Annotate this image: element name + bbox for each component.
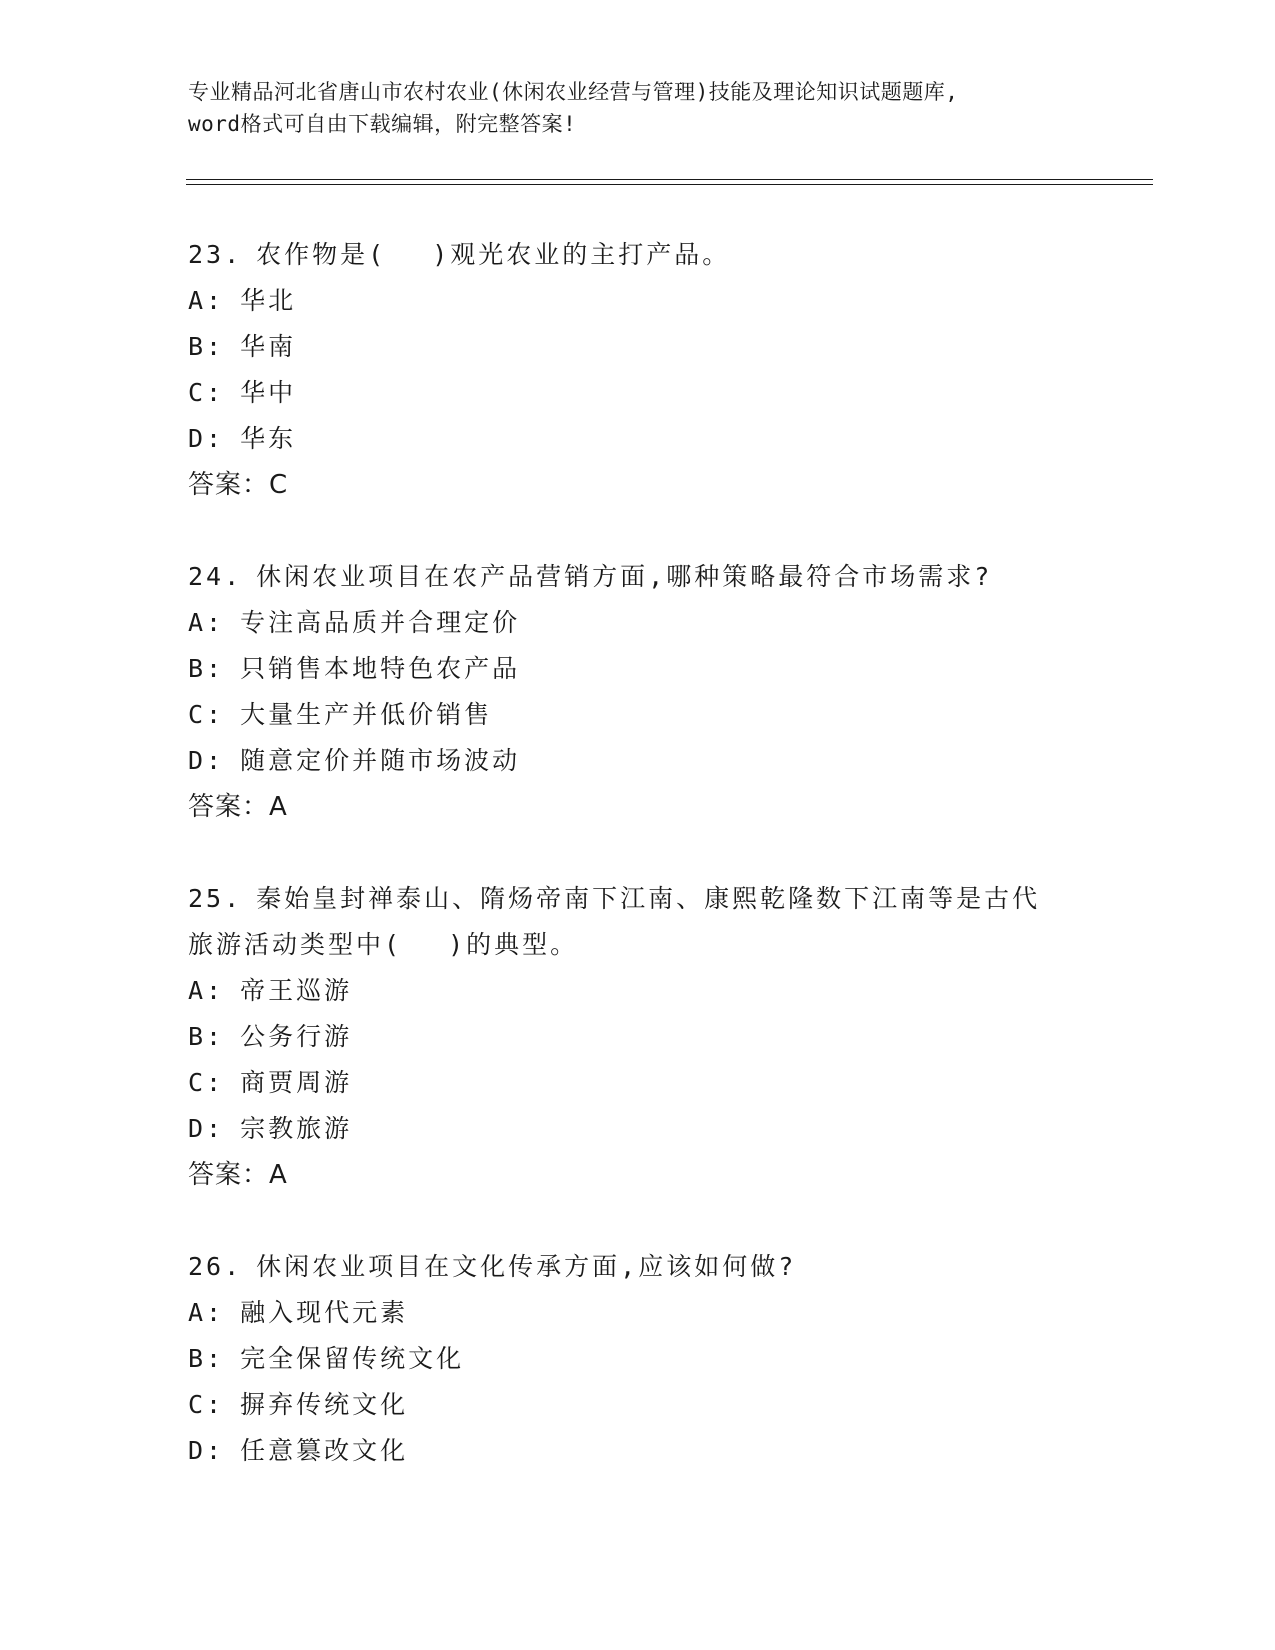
question-stem: 秦始皇封禅泰山、隋炀帝南下江南、康熙乾隆数下江南等是古代 bbox=[256, 884, 1041, 913]
option-text: 华中 bbox=[240, 378, 297, 407]
question-25 bbox=[188, 876, 1088, 1198]
question-26 bbox=[188, 1244, 1088, 1474]
option-text: 随意定价并随市场波动 bbox=[240, 746, 521, 775]
option-text: 完全保留传统文化 bbox=[240, 1344, 465, 1373]
option-a bbox=[188, 600, 1088, 646]
option-text: 华南 bbox=[240, 332, 297, 361]
option-text: 只销售本地特色农产品 bbox=[240, 654, 521, 683]
question-text-continued: 旅游活动类型中( )的典型。 bbox=[188, 930, 579, 959]
option-text: 宗教旅游 bbox=[240, 1114, 353, 1143]
question-24 bbox=[188, 554, 1088, 830]
option-key: C: bbox=[188, 378, 225, 407]
option-key: D: bbox=[188, 746, 225, 775]
option-a bbox=[188, 1290, 1088, 1336]
option-b bbox=[188, 1014, 1088, 1060]
option-text: 帝王巡游 bbox=[240, 976, 353, 1005]
question-stem: 农作物是( )观光农业的主打产品。 bbox=[256, 240, 731, 269]
question-number: 24. bbox=[188, 562, 243, 591]
option-key: C: bbox=[188, 1068, 225, 1097]
option-b bbox=[188, 1336, 1088, 1382]
header-divider-bottom bbox=[186, 184, 1153, 185]
option-a bbox=[188, 968, 1088, 1014]
option-key: D: bbox=[188, 424, 225, 453]
option-d bbox=[188, 416, 1088, 462]
question-23 bbox=[188, 232, 1088, 508]
option-a bbox=[188, 278, 1088, 324]
document-header bbox=[188, 76, 1088, 140]
option-key: B: bbox=[188, 1344, 225, 1373]
answer-line: 答案：C bbox=[188, 470, 289, 500]
question-text bbox=[188, 554, 1088, 600]
option-text: 摒弃传统文化 bbox=[240, 1390, 409, 1419]
option-key: C: bbox=[188, 1390, 225, 1419]
option-key: A: bbox=[188, 608, 225, 637]
option-d bbox=[188, 1428, 1088, 1474]
question-number: 23. bbox=[188, 240, 243, 269]
option-d bbox=[188, 738, 1088, 784]
question-text bbox=[188, 1244, 1088, 1290]
option-b bbox=[188, 324, 1088, 370]
option-key: C: bbox=[188, 700, 225, 729]
answer-line: 答案：A bbox=[188, 792, 288, 822]
option-c bbox=[188, 1382, 1088, 1428]
question-stem: 休闲农业项目在文化传承方面,应该如何做? bbox=[256, 1252, 797, 1281]
question-list bbox=[188, 232, 1088, 1520]
answer-line: 答案：A bbox=[188, 1160, 288, 1190]
option-c bbox=[188, 1060, 1088, 1106]
option-text: 商贾周游 bbox=[240, 1068, 353, 1097]
option-text: 公务行游 bbox=[240, 1022, 353, 1051]
header-line-1: 专业精品河北省唐山市农村农业(休闲农业经营与管理)技能及理论知识试题题库, bbox=[188, 80, 959, 104]
option-text: 大量生产并低价销售 bbox=[240, 700, 493, 729]
option-key: A: bbox=[188, 286, 225, 315]
option-key: D: bbox=[188, 1114, 225, 1143]
question-text bbox=[188, 232, 1088, 278]
header-line-2: word格式可自由下载编辑，附完整答案! bbox=[188, 112, 577, 136]
option-b bbox=[188, 646, 1088, 692]
option-text: 华北 bbox=[240, 286, 297, 315]
option-key: A: bbox=[188, 1298, 225, 1327]
option-c bbox=[188, 692, 1088, 738]
option-key: D: bbox=[188, 1436, 225, 1465]
option-text: 华东 bbox=[240, 424, 297, 453]
option-c bbox=[188, 370, 1088, 416]
option-d bbox=[188, 1106, 1088, 1152]
option-key: B: bbox=[188, 332, 225, 361]
question-text bbox=[188, 876, 1088, 922]
question-number: 25. bbox=[188, 884, 243, 913]
header-divider-top bbox=[186, 179, 1153, 180]
option-text: 任意篡改文化 bbox=[240, 1436, 409, 1465]
option-key: B: bbox=[188, 1022, 225, 1051]
option-key: B: bbox=[188, 654, 225, 683]
option-text: 融入现代元素 bbox=[240, 1298, 409, 1327]
question-number: 26. bbox=[188, 1252, 243, 1281]
question-stem: 休闲农业项目在农产品营销方面,哪种策略最符合市场需求? bbox=[256, 562, 993, 591]
option-key: A: bbox=[188, 976, 225, 1005]
option-text: 专注高品质并合理定价 bbox=[240, 608, 521, 637]
